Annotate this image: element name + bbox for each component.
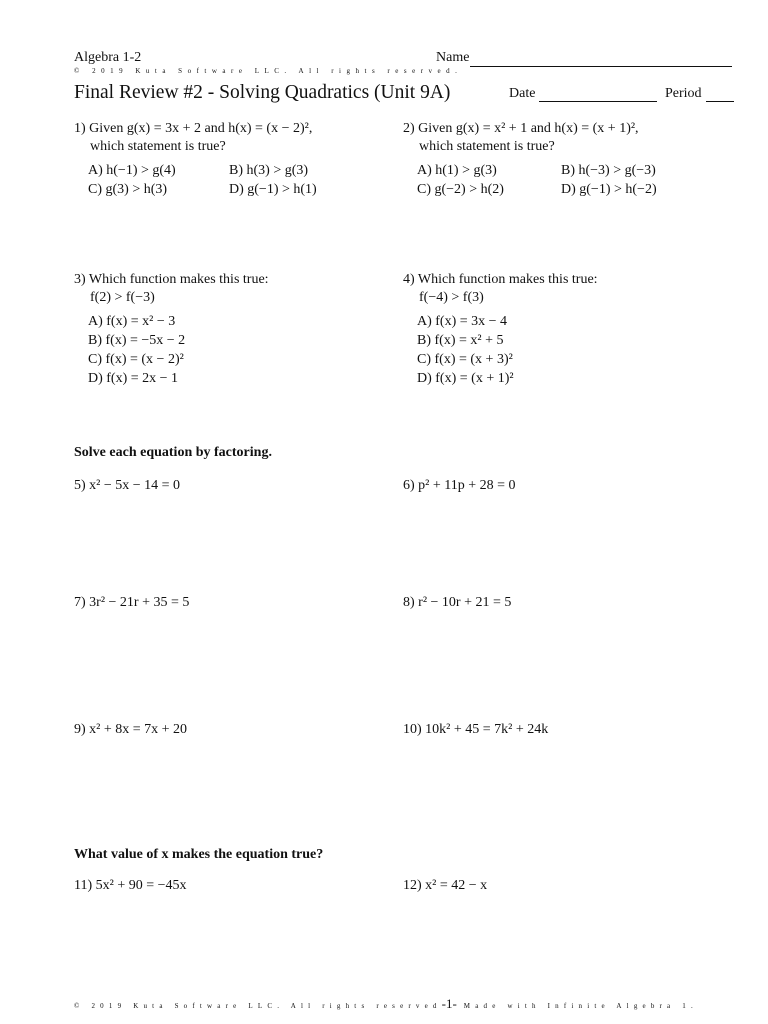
worksheet-title: Final Review #2 - Solving Quadratics (Unit 9A) (74, 82, 451, 103)
question-1-stem (74, 120, 312, 138)
section-heading-factoring: Solve each equation by factoring. (74, 445, 272, 460)
choice-c: C) g(−2) > h(2) (417, 182, 504, 197)
choice-a: A) h(1) > g(3) (417, 163, 497, 178)
copyright-header: © 2019 Kuta Software LLC. All rights reserved. (74, 67, 463, 75)
question-2-stem-2: which statement is true? (419, 139, 555, 154)
choice-c: C) f(x) = (x + 3)² (417, 352, 513, 367)
question-text: Which function makes this true: (417, 272, 598, 287)
date-label: Date (509, 86, 536, 101)
course-name: Algebra 1-2 (74, 50, 142, 65)
period-label: Period (665, 86, 702, 101)
question-1-stem-2: which statement is true? (90, 139, 226, 154)
choice-d: D) f(x) = 2x − 1 (88, 371, 179, 386)
footer-made-with: Made with Infinite Algebra 1. (463, 1002, 698, 1010)
question-11: 11) 5x² + 90 = −45x (74, 878, 187, 893)
choices (74, 313, 269, 389)
choice-b: B) f(x) = −5x − 2 (88, 333, 186, 348)
page-footer (74, 996, 698, 1012)
choice-c: C) g(3) > h(3) (88, 182, 168, 197)
choice-b: B) h(−3) > g(−3) (561, 163, 656, 178)
footer-copyright: © 2019 Kuta Software LLC. All rights reserved (74, 1002, 442, 1010)
question-4 (403, 271, 598, 389)
choice-b: B) f(x) = x² + 5 (417, 333, 504, 348)
choice-d: D) g(−1) > h(−2) (561, 182, 657, 197)
choice-a: A) h(−1) > g(4) (88, 163, 176, 178)
choices (74, 162, 317, 200)
question-5: 5) x² − 5x − 14 = 0 (74, 478, 181, 493)
question-7: 7) 3r² − 21r + 35 = 5 (74, 595, 190, 610)
question-text: Given g(x) = 3x + 2 and h(x) = (x − 2)², (89, 121, 313, 136)
choices (403, 162, 657, 200)
choice-a: A) f(x) = x² − 3 (88, 314, 176, 329)
name-blank (470, 66, 732, 67)
question-3 (74, 271, 269, 389)
date-blank (539, 101, 657, 102)
choice-b: B) h(3) > g(3) (229, 163, 309, 178)
choice-d: D) g(−1) > h(1) (229, 182, 317, 197)
choices (403, 313, 598, 389)
question-2 (403, 120, 657, 200)
question-1 (74, 120, 317, 200)
question-number: 2) (403, 121, 415, 136)
name-label: Name (436, 50, 470, 65)
question-8: 8) r² − 10r + 21 = 5 (403, 595, 512, 610)
question-2-stem (403, 120, 639, 138)
question-number: 1) (74, 121, 86, 136)
choice-d: D) f(x) = (x + 1)² (417, 371, 514, 386)
question-3-stem-2: f(2) > f(−3) (90, 290, 155, 305)
question-6: 6) p² + 11p + 28 = 0 (403, 478, 516, 493)
page-number: -1- (441, 996, 457, 1011)
period-blank (706, 101, 734, 102)
question-9: 9) x² + 8x = 7x + 20 (74, 722, 188, 737)
question-4-stem (403, 271, 598, 289)
question-number: 4) (403, 272, 415, 287)
question-text: Given g(x) = x² + 1 and h(x) = (x + 1)², (418, 121, 639, 136)
section-heading-value-of-x: What value of x makes the equation true? (74, 847, 324, 862)
question-3-stem (74, 271, 269, 289)
choice-c: C) f(x) = (x − 2)² (88, 352, 184, 367)
question-number: 3) (74, 272, 86, 287)
question-10: 10) 10k² + 45 = 7k² + 24k (403, 722, 549, 737)
question-text: Which function makes this true: (88, 272, 269, 287)
question-12: 12) x² = 42 − x (403, 878, 488, 893)
question-4-stem-2: f(−4) > f(3) (419, 290, 484, 305)
choice-a: A) f(x) = 3x − 4 (417, 314, 508, 329)
